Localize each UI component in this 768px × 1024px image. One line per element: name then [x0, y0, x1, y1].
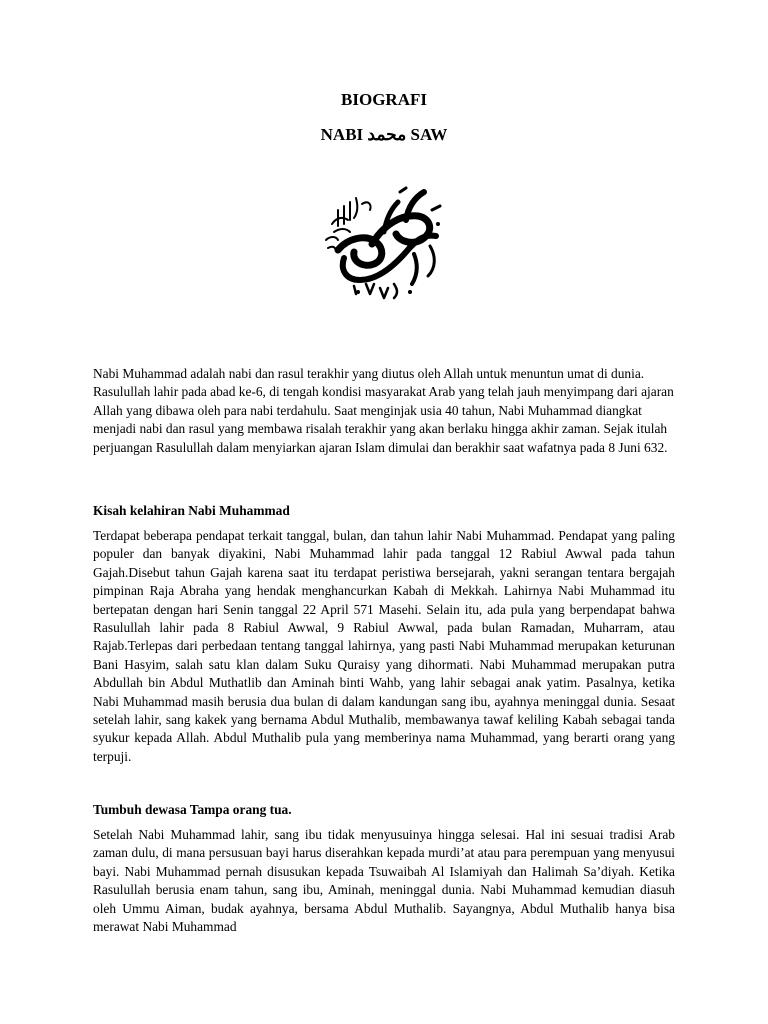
document-title: BIOGRAFI: [341, 90, 427, 109]
section-paragraph-growing-up: Setelah Nabi Muhammad lahir, sang ibu tidak menyusuinya hingga selesai. Hal ini sesuai tradisi Arab zaman dulu, di mana persusuan bayi harus diserahkan kepada murdi’at atau para perempuan yang menyusui bayi. Nabi Muhammad pernah disusukan kepada Tsuwaibah Al Islamiyah dan Halimah Sa’diyah. Ketika Rasulullah berusia enam tahun, sang ibu, Aminah, meninggal dunia. Nabi Muhammad kemudian diasuh oleh Ummu Aiman, budak ayahnya, bersama Abdul Muthalib. Sayangnya, Abdul Muthalib hanya bisa merawat Nabi Muhammad: [93, 827, 675, 935]
intro-paragraph: Nabi Muhammad adalah nabi dan rasul terakhir yang diutus oleh Allah untuk menuntun umat di dunia. Rasulullah lahir pada abad ke-6, di tengah kondisi masyarakat Arab yang telah jauh menyimpang dari ajaran Allah yang dibawa oleh para nabi terdahulu. Saat menginjak usia 40 tahun, Nabi Muhammad diangkat menjadi nabi dan rasul yang membawa risalah terakhir yang akan berlaku hingga akhir zaman. Sejak itulah perjuangan Rasulullah dalam menyiarkan ajaran Islam dimulai dan berakhir saat wafatnya pada 8 Juni 632.: [93, 366, 674, 455]
section-heading-growing-up: Tumbuh dewasa Tampa orang tua.: [93, 802, 292, 817]
muhammad-calligraphy-icon: [314, 180, 448, 304]
section-paragraph-birth: Terdapat beberapa pendapat terkait tanggal, bulan, dan tahun lahir Nabi Muhammad. Pendapat yang paling populer dan banyak diyakini, Nabi Muhammad lahir pada tanggal 12 Rabiul Awwal pada tahun Gajah.Disebut tahun Gajah karena saat itu terdapat peristiwa bersejarah, yakni serangan tentara bergajah pimpinan Raja Abraha yang hendak menghancurkan Kabah di Mekkah. Lahirnya Nabi Muhammad itu bertepatan dengan hari Senin tanggal 22 April 571 Masehi. Selain itu, ada pula yang berpendapat bahwa Rasulullah lahir pada 8 Rabiul Awwal, 9 Rabiul Awwal, pada bulan Ramadan, Muharram, atau Rajab.Terlepas dari perbedaan tentang tanggal lahirnya, yang pasti Nabi Muhammad merupakan keturunan Bani Hasyim, salah satu klan dalam Suku Quraisy yang dihormati. Nabi Muhammad merupakan putra Abdullah bin Abdul Muthatlib dan Aminah binti Wahb, yang lahir sebagai anak yatim. Pasalnya, ketika Nabi Muhammad masih berusia dua bulan di dalam kandungan sang ibu, ayahnya meninggal dunia. Sesaat setelah lahir, sang kakek yang bernama Abdul Muthalib, membawanya tawaf keliling Kabah sebagai tanda syukur kepada Allah. Abdul Muthalib pula yang memberinya nama Muhammad, yang berarti orang yang terpuji.: [93, 528, 675, 764]
document-subtitle: NABI محمد SAW: [320, 125, 448, 144]
section-heading-birth: Kisah kelahiran Nabi Muhammad: [93, 503, 290, 518]
